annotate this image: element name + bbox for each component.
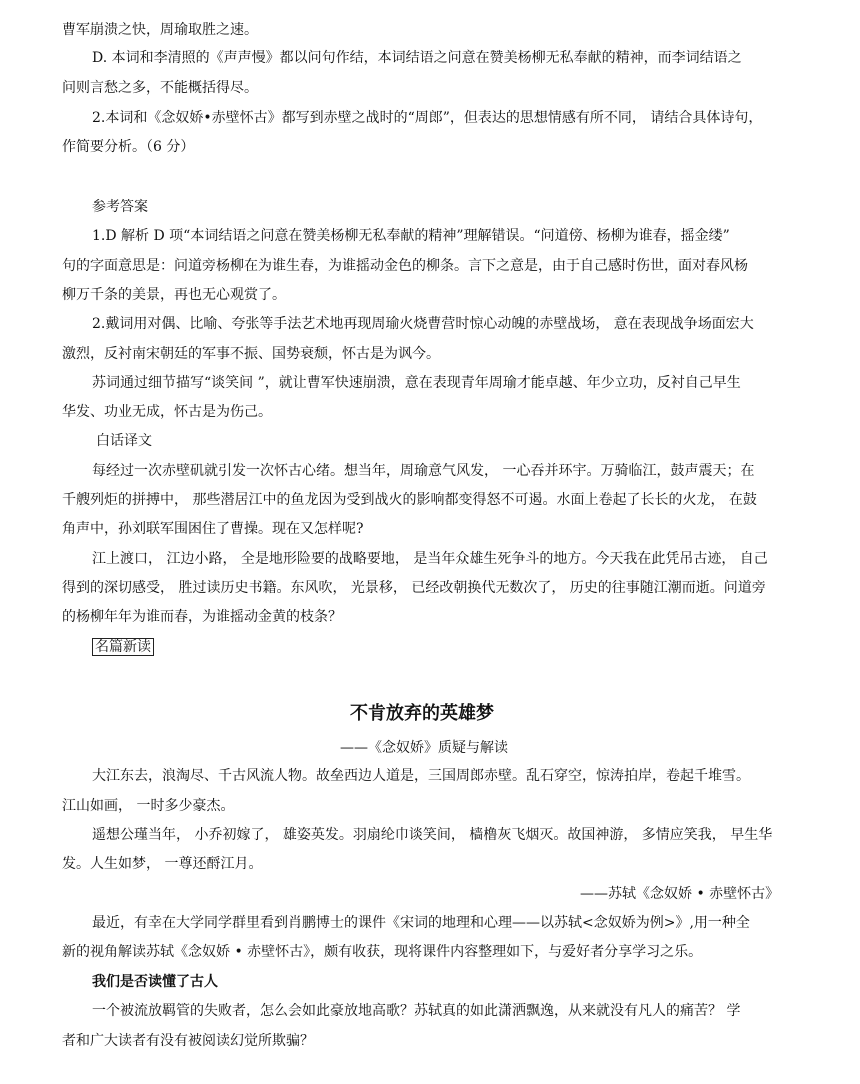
article-title: 不肯放弃的英雄梦 [350, 703, 494, 724]
translation-p1-line-1: 每经过一次赤壁矶就引发一次怀古心绪。想当年，周瑜意气风发， 一心吞并环宇。万骑临江，鼓声震天；在 [92, 463, 755, 479]
translation-p1-line-3: 角声中，孙刘联军围困住了曹操。现在又怎样呢? [62, 521, 364, 537]
translation-heading: 白话译文 [96, 433, 152, 449]
intro-line-1: 最近，有幸在大学同学群里看到肖鹏博士的课件《宋词的地理和心理——以苏轼<念奴娇为例>》,用一种全 [92, 915, 750, 931]
question-2-line-1: 2.本词和《念奴娇•赤壁怀古》都写到赤壁之战时的“周郎”，但表达的思想情感有所不同， 请结合具体诗句， [92, 110, 763, 126]
poem-stanza-2-line-1: 遥想公瑾当年， 小乔初嫁了， 雄姿英发。羽扇纶巾谈笑间， 樯橹灰飞烟灭。故国神游， 多情应笑我， 早生华 [92, 827, 773, 843]
section-tag: 名篇新读 [92, 638, 154, 656]
answer-2-line-2: 激烈，反衬南宋朝廷的军事不振、国势衰颓，怀古是为讽今。 [62, 346, 440, 362]
poem-attribution: ——苏轼《念奴娇 • 赤壁怀古》 [580, 886, 780, 902]
article-subtitle: ——《念奴娇》质疑与解读 [340, 740, 508, 756]
translation-p2-line-3: 的杨柳年年为谁而春，为谁摇动金黄的枝条？ [62, 609, 342, 625]
body-line-1: 一个被流放羁管的失败者，怎么会如此豪放地高歌？苏轼真的如此潇洒飘逸，从来就没有凡人的痛苦？ 学 [92, 1003, 741, 1019]
answer-1-line-2: 句的字面意思是：问道旁杨柳在为谁生春，为谁摇动金色的柳条。言下之意是，由于自己感时伤世，面对春风杨 [62, 258, 748, 274]
question-2-line-2: 作简要分析。（6 分） [62, 139, 195, 155]
section-heading: 我们是否读懂了古人 [92, 974, 218, 990]
translation-p2-line-2: 得到的深切感受， 胜过读历史书籍。东风吹， 光景移， 已经改朝换代无数次了， 历史的往事随江潮而逝。问道旁 [62, 580, 766, 596]
body-line-2: 者和广大读者有没有被阅读幻觉所欺骗？ [62, 1033, 314, 1049]
answer-2-line-3: 苏词通过细节描写“谈笑间 ”，就让曹军快速崩溃，意在表现青年周瑜才能卓越、年少立功，反衬自己早生 [92, 375, 741, 391]
answer-1-line-1: 1.D 解析 D 项“本词结语之问意在赞美杨柳无私奉献的精神”理解错误。“问道傍、杨柳为谁春，摇金缕” [92, 228, 730, 244]
answer-2-line-4: 华发、功业无成，怀古是为伤己。 [62, 404, 272, 420]
answer-heading: 参考答案 [92, 199, 148, 215]
poem-stanza-1-line-2: 江山如画， 一时多少豪杰。 [62, 798, 235, 814]
question-continuation-line: 曹军崩溃之快，周瑜取胜之速。 [62, 22, 258, 38]
poem-stanza-1-line-1: 大江东去，浪淘尽、千古风流人物。故垒西边人道是，三国周郎赤壁。乱石穿空，惊涛拍岸，卷起千堆雪。 [92, 768, 750, 784]
answer-2-line-1: 2.戴词用对偶、比喻、夸张等手法艺术地再现周瑜火烧曹营时惊心动魄的赤壁战场， 意在表现战争场面宏大 [92, 316, 754, 332]
translation-p1-line-2: 千艘列炬的拼搏中， 那些潜居江中的鱼龙因为受到战火的影响都变得怒不可遏。水面上卷起了长长的火龙， 在鼓 [62, 492, 757, 508]
poem-stanza-2-line-2: 发。人生如梦， 一尊还酹江月。 [62, 856, 263, 872]
option-d-line-2: 问则言愁之多，不能概括得尽。 [62, 80, 258, 96]
option-d-line-1: D. 本词和李清照的《声声慢》都以问句作结，本词结语之问意在赞美杨柳无私奉献的精神，而李词结语之 [92, 50, 742, 66]
answer-1-line-3: 柳万千条的美景，再也无心观赏了。 [62, 287, 286, 303]
section-tag-wrapper [92, 637, 154, 657]
intro-line-2: 新的视角解读苏轼《念奴娇 • 赤壁怀古》，颇有收获，现将课件内容整理如下，与爱好者分享学习之乐。 [62, 944, 703, 960]
translation-p2-line-1: 江上渡口， 江边小路， 全是地形险要的战略要地， 是当年众雄生死争斗的地方。今天我在此凭吊古迹， 自己 [92, 551, 768, 567]
